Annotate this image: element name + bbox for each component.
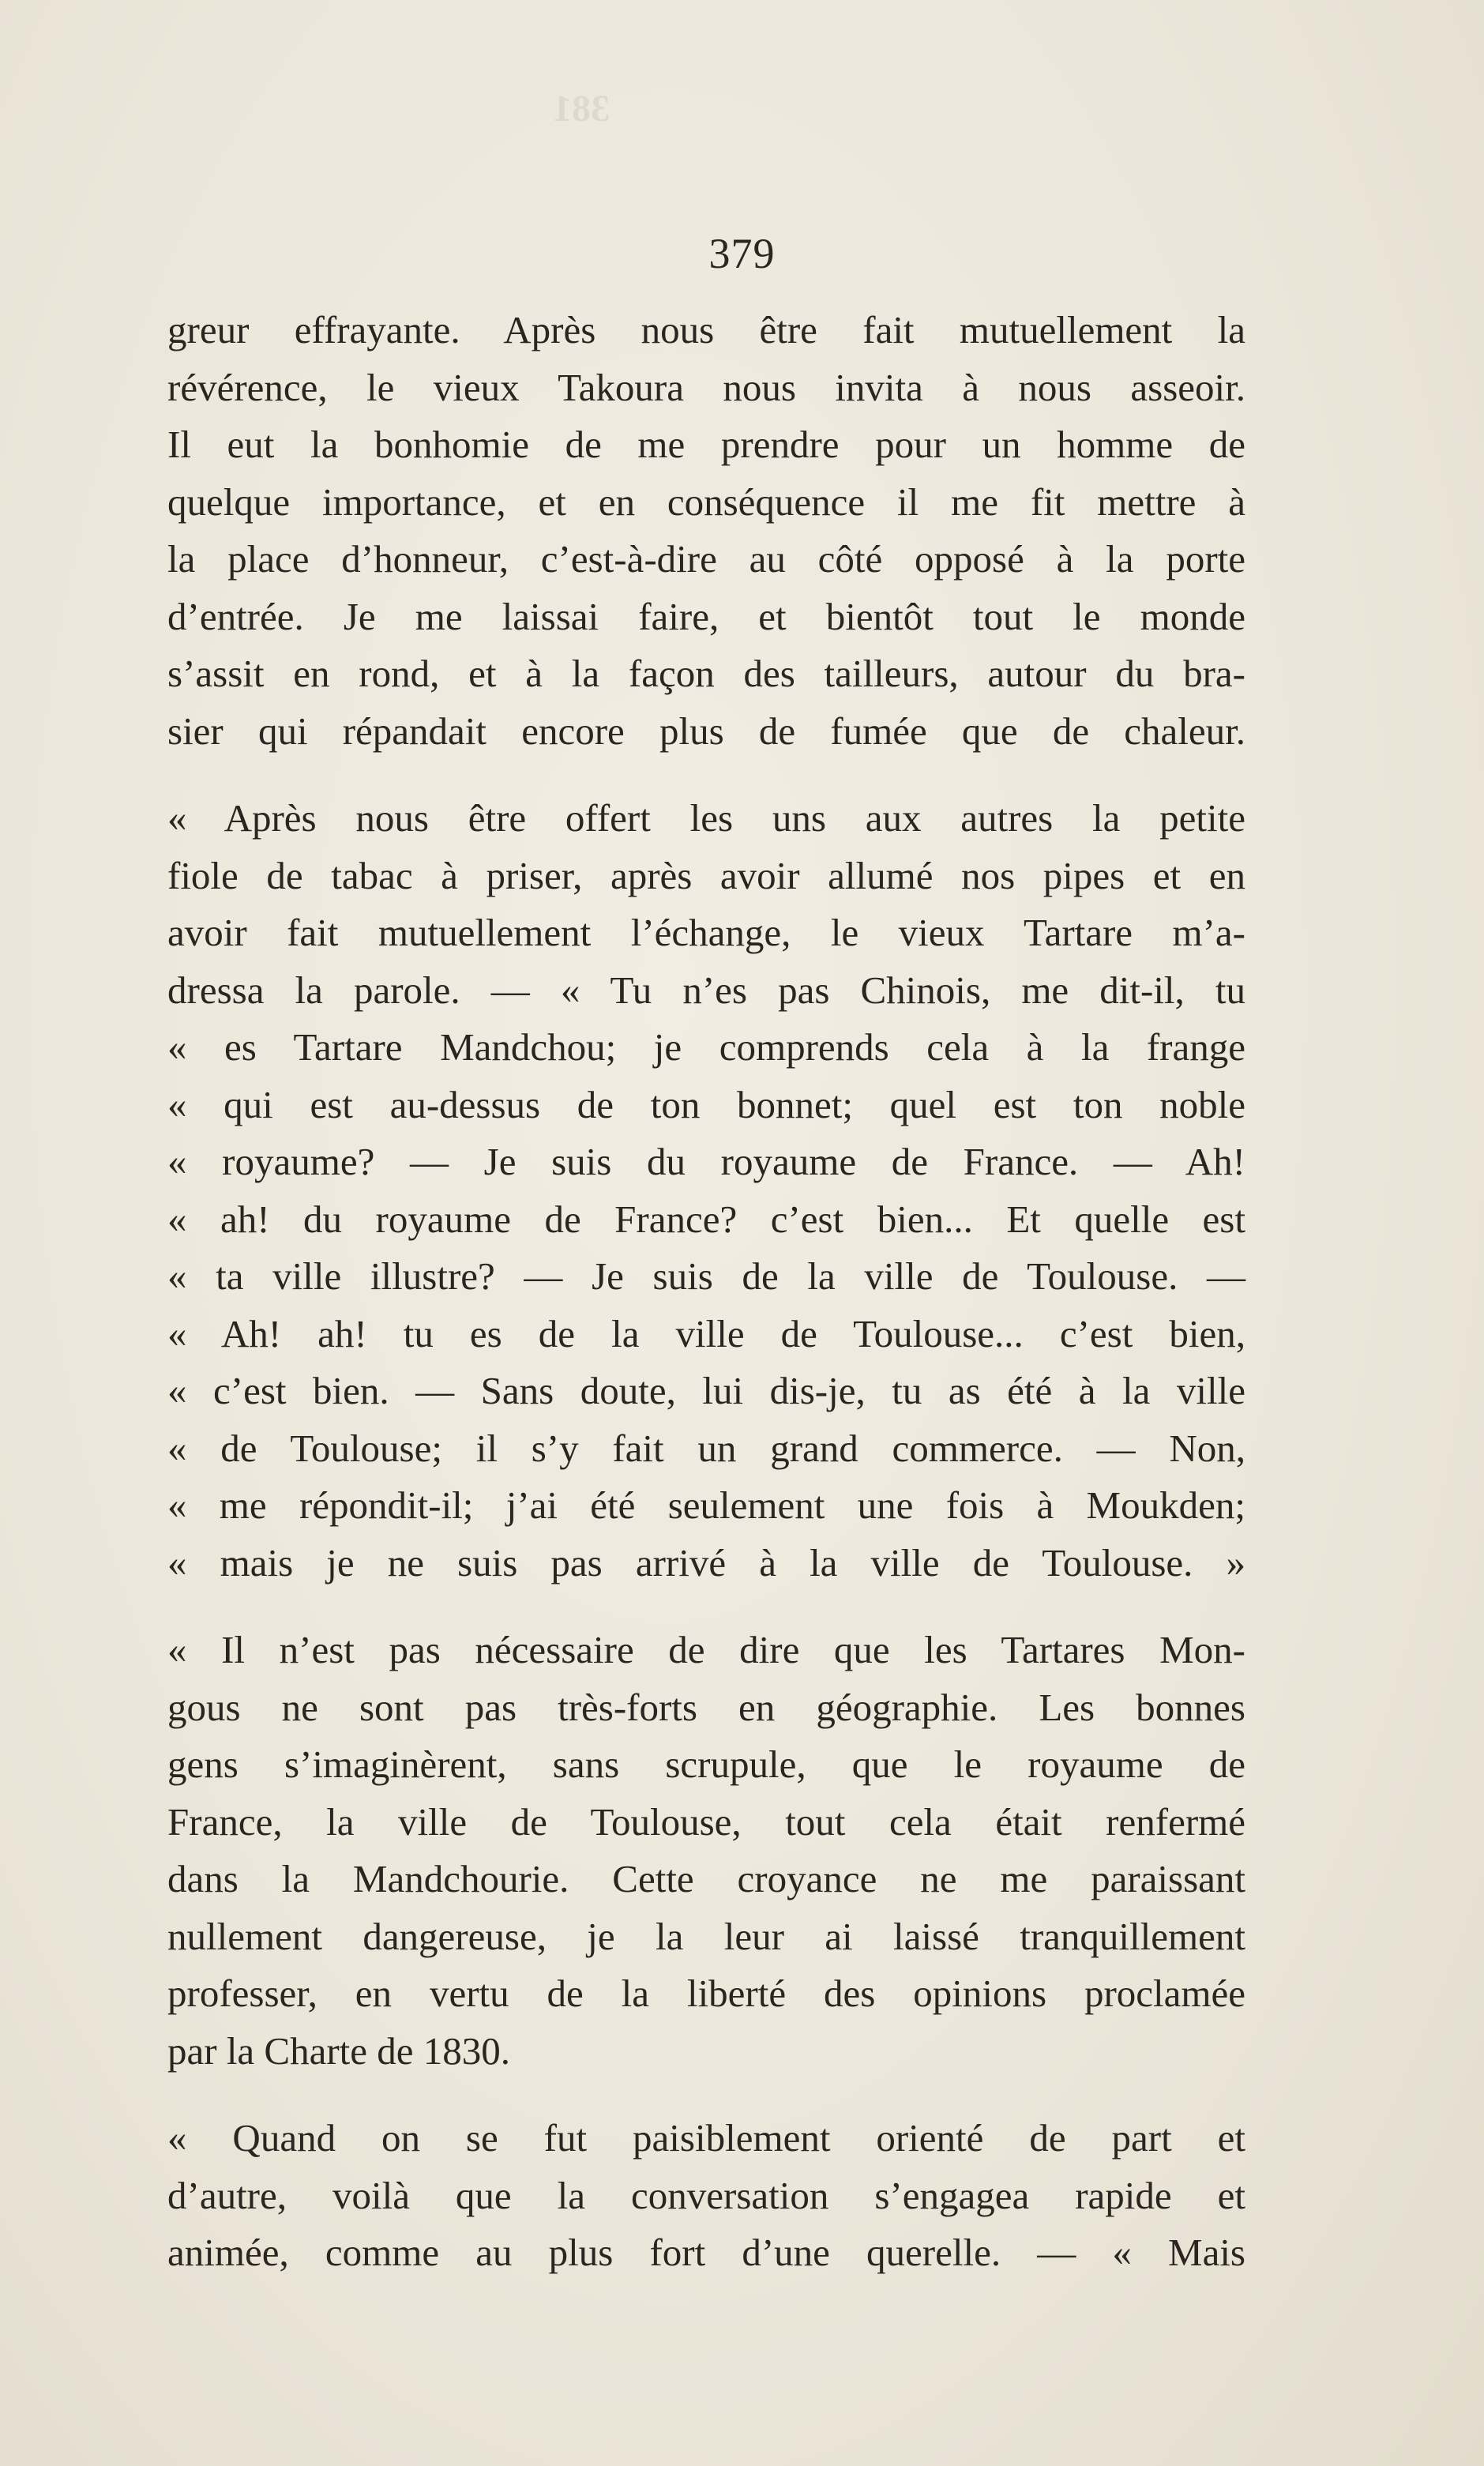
text-line: « me répondit-il; j’ai été seulement une fois à Moukden; <box>167 1483 1245 1527</box>
text-line: d’autre, voilà que la conversation s’engagea rapide et <box>167 2173 1245 2217</box>
text-line: « royaume? — Je suis du royaume de France. — Ah! <box>167 1140 1245 1183</box>
text-line: « c’est bien. — Sans doute, lui dis-je, tu as été à la ville <box>167 1369 1245 1412</box>
text-line: gous ne sont pas très-forts en géographie. Les bonnes <box>167 1685 1245 1729</box>
text-line: révérence, le vieux Takoura nous invita à nous asseoir. <box>167 365 1245 409</box>
paragraph-3 <box>167 1622 1245 2080</box>
text-line: gens s’imaginèrent, sans scrupule, que le royaume de <box>167 1742 1245 1786</box>
text-line: « de Toulouse; il s’y fait un grand commerce. — Non, <box>167 1426 1245 1470</box>
text-line: « Il n’est pas nécessaire de dire que les Tartares Mon- <box>167 1628 1245 1671</box>
text-line: animée, comme au plus fort d’une querelle. — « Mais <box>167 2231 1245 2274</box>
text-line: « mais je ne suis pas arrivé à la ville de Toulouse. » <box>167 1540 1245 1584</box>
text-line: « ah! du royaume de France? c’est bien... Et quelle est <box>167 1197 1245 1241</box>
page-number: 379 <box>708 230 776 277</box>
text-line: « es Tartare Mandchou; je comprends cela à la frange <box>167 1025 1245 1069</box>
text-line: « ta ville illustre? — Je suis de la ville de Toulouse. — <box>167 1254 1245 1298</box>
paragraph-4 <box>167 2110 1245 2282</box>
body-text <box>167 302 1245 2312</box>
text-line: Il eut la bonhomie de me prendre pour un homme de <box>167 423 1245 466</box>
text-line: fiole de tabac à priser, après avoir allumé nos pipes et en <box>167 853 1245 897</box>
text-line: avoir fait mutuellement l’échange, le vieux Tartare m’a- <box>167 911 1245 954</box>
paragraph-1 <box>167 302 1245 760</box>
text-line: d’entrée. Je me laissai faire, et bientôt tout le monde <box>167 594 1245 638</box>
paragraph-2 <box>167 790 1245 1592</box>
text-line: « qui est au-dessus de ton bonnet; quel est ton noble <box>167 1082 1245 1126</box>
text-line: dans la Mandchourie. Cette croyance ne me paraissant <box>167 1857 1245 1900</box>
text-line: France, la ville de Toulouse, tout cela était renfermé <box>167 1799 1245 1844</box>
text-line: sier qui répandait encore plus de fumée que de chaleur. <box>167 709 1245 753</box>
text-line: nullement dangereuse, je la leur ai laissé tranquillement <box>167 1914 1245 1958</box>
text-line: « Quand on se fut paisiblement orienté de part et <box>167 2116 1245 2160</box>
text-line: « Après nous être offert les uns aux autres la petite <box>167 796 1245 840</box>
text-line: dressa la parole. — « Tu n’es pas Chinois, me dit-il, tu <box>167 968 1245 1012</box>
text-line: « Ah! ah! tu es de la ville de Toulouse... c’est bien, <box>167 1311 1245 1355</box>
text-line: par la Charte de 1830. <box>167 2028 511 2073</box>
text-line: greur effrayante. Après nous être fait mutuellement la <box>167 308 1245 351</box>
text-line: professer, en vertu de la liberté des opinions proclamée <box>167 1972 1245 2015</box>
bleed-through-page-number: 381 <box>553 88 610 130</box>
text-line: s’assit en rond, et à la façon des tailleurs, autour du bra- <box>167 652 1245 695</box>
text-line: la place d’honneur, c’est-à-dire au côté opposé à la porte <box>167 537 1245 581</box>
text-line: quelque importance, et en conséquence il me fit mettre à <box>167 479 1245 524</box>
